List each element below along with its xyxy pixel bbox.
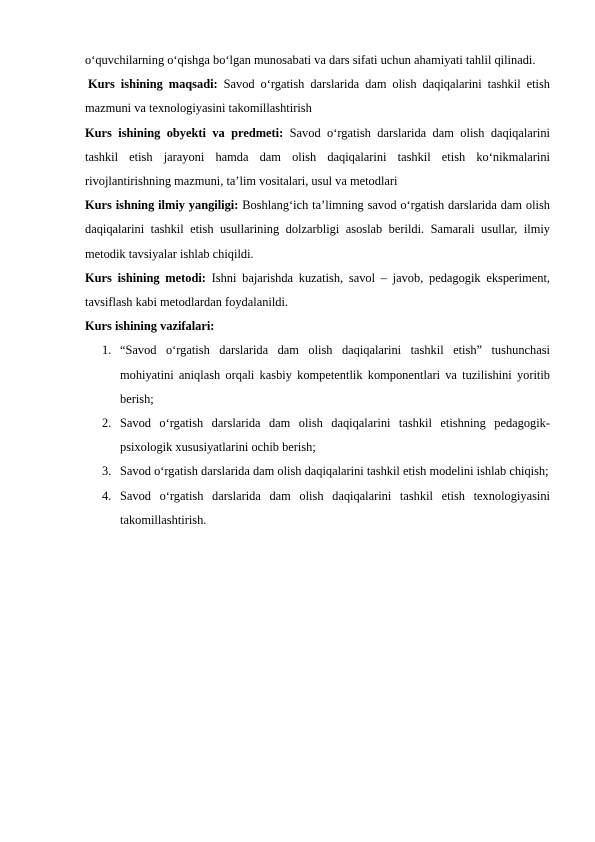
novelty-label: Kurs ishning ilmiy yangiligi: (85, 198, 239, 213)
list-item (85, 411, 550, 459)
list-item-text: Savod o‘rgatish darslarida dam olish daqiqalarini tashkil etish texnologiyasini takomillashtirish. (120, 488, 550, 527)
novelty-text: Boshlang‘ich ta’limning savod o‘rgatish darslarida dam olish daqiqalarini tashkil etish usullarining dolzarbligi asoslab berildi. Samarali usullar, ilmiy metodik tavsiyalar ishlab chiqildi. (85, 198, 550, 261)
method-label: Kurs ishining metodi: (85, 270, 206, 285)
list-item (85, 459, 550, 483)
tasks-list (85, 338, 550, 532)
list-item-number: 4. (102, 488, 112, 503)
object-paragraph (85, 121, 550, 194)
list-item (85, 484, 550, 532)
intro-paragraph: o‘quvchilarning o‘qishga bo‘lgan munosabati va dars sifati uchun ahamiyati tahlil qilinadi. (85, 53, 536, 67)
object-text: Savod o‘rgatish darslarida dam olish daqiqalarini tashkil etish jarayoni hamda dam olish daqiqalarini tashkil etish ko‘nikmalarini rivojlantirishning mazmuni, ta’lim vositalari, usul va metodlari (85, 125, 551, 189)
list-item (85, 338, 550, 411)
list-item-number: 1. (102, 343, 112, 358)
list-item-text: Savod o‘rgatish darslarida dam olish daqiqalarini tashkil etish modelini ishlab chiqish; (120, 464, 549, 479)
novelty-paragraph (85, 193, 550, 266)
goal-paragraph (85, 72, 550, 120)
document-body (85, 48, 550, 532)
object-label: Kurs ishining obyekti va predmeti: (85, 125, 284, 140)
method-paragraph (85, 266, 550, 314)
list-item-text: Savod o‘rgatish darslarida dam olish daqiqalarini tashkil etishning pedagogik-psixologik xususiyatlarini ochib berish; (120, 416, 550, 455)
list-item-number: 2. (102, 416, 112, 431)
tasks-label: Kurs ishining vazifalari: (85, 319, 215, 334)
method-text: Ishni bajarishda kuzatish, savol – javob, pedagogik eksperiment, tavsiflash kabi metodlardan foydalanildi. (85, 270, 550, 310)
list-item-number: 3. (102, 464, 112, 479)
tasks-heading (85, 314, 550, 338)
goal-label: Kurs ishining maqsadi: (88, 77, 218, 92)
goal-text: Savod o‘rgatish darslarida dam olish daqiqalarini tashkil etish mazmuni va texnologiyasini takomillashtirish (85, 77, 550, 116)
list-item-text: “Savod o‘rgatish darslarida dam olish daqiqalarini tashkil etish” tushunchasi mohiyatini aniqlash orqali kasbiy kompetentlik komponentlari va tuzilishini yoritib berish; (120, 343, 550, 406)
